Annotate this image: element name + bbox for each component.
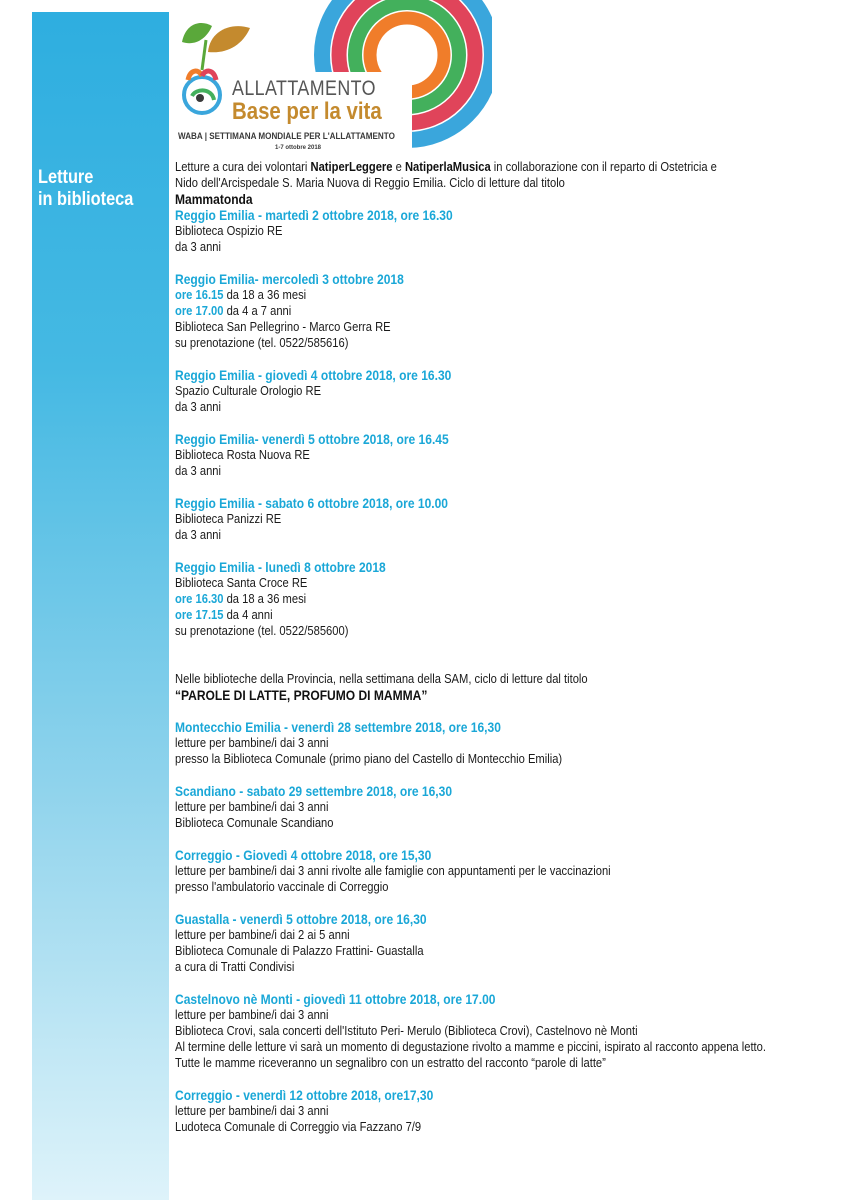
logo-dates: 1-7 ottobre 2018 [275,145,322,151]
leaf-icon [182,23,212,43]
event-age-range: da 18 a 36 mesi [223,287,307,302]
logo-title: ALLATTAMENTO [232,77,376,100]
event-detail: a cura di Tratti Condivisi [175,959,295,974]
event-detail: presso la Biblioteca Comunale (primo piano del Castello di Montecchio Emilia) [175,751,563,766]
event-heading: Reggio Emilia - giovedì 4 ottobre 2018, ore 16.30 [175,367,452,383]
event-logo [172,0,492,160]
event-detail: letture per bambine/i dai 3 anni [175,799,329,814]
event-age: da 3 anni [175,463,222,478]
event-time: ore 16.30 [175,591,224,606]
event-detail: Biblioteca Comunale di Palazzo Frattini- Guastalla [175,943,424,958]
event-detail: Al termine delle letture vi sarà un momento di degustazione rivolto a mamme e piccini, ispirato al racconto appena letto. [175,1039,766,1054]
event-heading: Montecchio Emilia - venerdì 28 settembre 2018, ore 16,30 [175,719,501,735]
event-age: da 3 anni [175,399,222,414]
event-age-range: da 4 a 7 anni [223,303,292,318]
event-heading: Reggio Emilia - martedì 2 ottobre 2018, ore 16.30 [175,207,453,223]
intro-org-2: NatiperlaMusica [404,159,491,174]
event-heading: Correggio - Giovedì 4 ottobre 2018, ore 15,30 [175,847,432,863]
cycle-title-parole-di-latte: “PAROLE DI LATTE, PROFUMO DI MAMMA” [175,687,428,703]
program-content [175,159,829,1135]
event-detail: letture per bambine/i dai 3 anni [175,1007,329,1022]
event-age: da 3 anni [175,239,222,254]
event-heading: Reggio Emilia- mercoledì 3 ottobre 2018 [175,271,404,287]
event-venue: Biblioteca Santa Croce RE [175,575,308,590]
intro-org-1: NatiperLeggere [310,159,393,174]
event-detail: letture per bambine/i dai 3 anni [175,1103,329,1118]
intro-line2: Nido dell'Arcispedale S. Maria Nuova di Reggio Emilia. Ciclo di letture dal titolo [175,175,565,190]
logo-subtitle: Base per la vita [232,98,382,125]
event-heading: Reggio Emilia- venerdì 5 ottobre 2018, ore 16.45 [175,431,449,447]
sidebar-title-line1: Letture [38,167,94,188]
event-venue: Spazio Culturale Orologio RE [175,383,322,398]
event-booking: su prenotazione (tel. 0522/585600) [175,623,349,638]
event-detail: presso l'ambulatorio vaccinale di Correggio [175,879,389,894]
intro-text-2: e [392,159,405,174]
event-detail: Biblioteca Comunale Scandiano [175,815,334,830]
sidebar-title [38,167,150,211]
event-age-range: da 4 anni [223,607,273,622]
cycle-title-mammatonda: Mammatonda [175,191,253,207]
intro-text-3: in collaborazione con il reparto di Ostetricia e [490,159,717,174]
event-detail: letture per bambine/i dai 2 ai 5 anni [175,927,350,942]
event-venue: Biblioteca Panizzi RE [175,511,282,526]
event-venue: Biblioteca San Pellegrino - Marco Gerra RE [175,319,391,334]
sidebar-band [32,12,169,1200]
intro-text-1: Letture a cura dei volontari [175,159,311,174]
event-time-slot [175,591,829,607]
event-heading: Guastalla - venerdì 5 ottobre 2018, ore 16,30 [175,911,427,927]
event-age-range: da 18 a 36 mesi [223,591,307,606]
event-time-slot [175,607,829,623]
event-venue: Biblioteca Rosta Nuova RE [175,447,310,462]
event-detail: letture per bambine/i dai 3 anni [175,735,329,750]
event-heading: Castelnovo nè Monti - giovedì 11 ottobre 2018, ore 17.00 [175,991,496,1007]
event-venue: Biblioteca Ospizio RE [175,223,283,238]
event-booking: su prenotazione (tel. 0522/585616) [175,335,349,350]
event-time: ore 17.00 [175,303,224,318]
event-heading: Reggio Emilia - lunedì 8 ottobre 2018 [175,559,386,575]
event-time: ore 17.15 [175,607,224,622]
event-age: da 3 anni [175,527,222,542]
province-intro: Nelle biblioteche della Provincia, nella settimana della SAM, ciclo di letture dal titolo [175,671,588,686]
intro-line1 [175,159,829,175]
event-time-slot [175,287,829,303]
event-detail: Tutte le mamme riceveranno un segnalibro con un estratto del racconto “parole di latte” [175,1055,606,1070]
logo-tagline: WABA | SETTIMANA MONDIALE PER L'ALLATTAMENTO [178,131,395,141]
event-time-slot [175,303,829,319]
event-heading: Reggio Emilia - sabato 6 ottobre 2018, ore 10.00 [175,495,449,511]
event-detail: Ludoteca Comunale di Correggio via Fazzano 7/9 [175,1119,422,1134]
event-heading: Correggio - venerdì 12 ottobre 2018, ore17,30 [175,1087,434,1103]
leaf-icon-2 [208,26,250,52]
event-detail: letture per bambine/i dai 3 anni rivolte alle famiglie con appuntamenti per le vaccinazioni [175,863,611,878]
event-time: ore 16.15 [175,287,224,302]
sidebar-title-line2: in biblioteca [38,189,134,210]
event-heading: Scandiano - sabato 29 settembre 2018, ore 16,30 [175,783,453,799]
event-detail: Biblioteca Crovi, sala concerti dell'Istituto Peri- Merulo (Biblioteca Crovi), Castelnovo nè Monti [175,1023,638,1038]
